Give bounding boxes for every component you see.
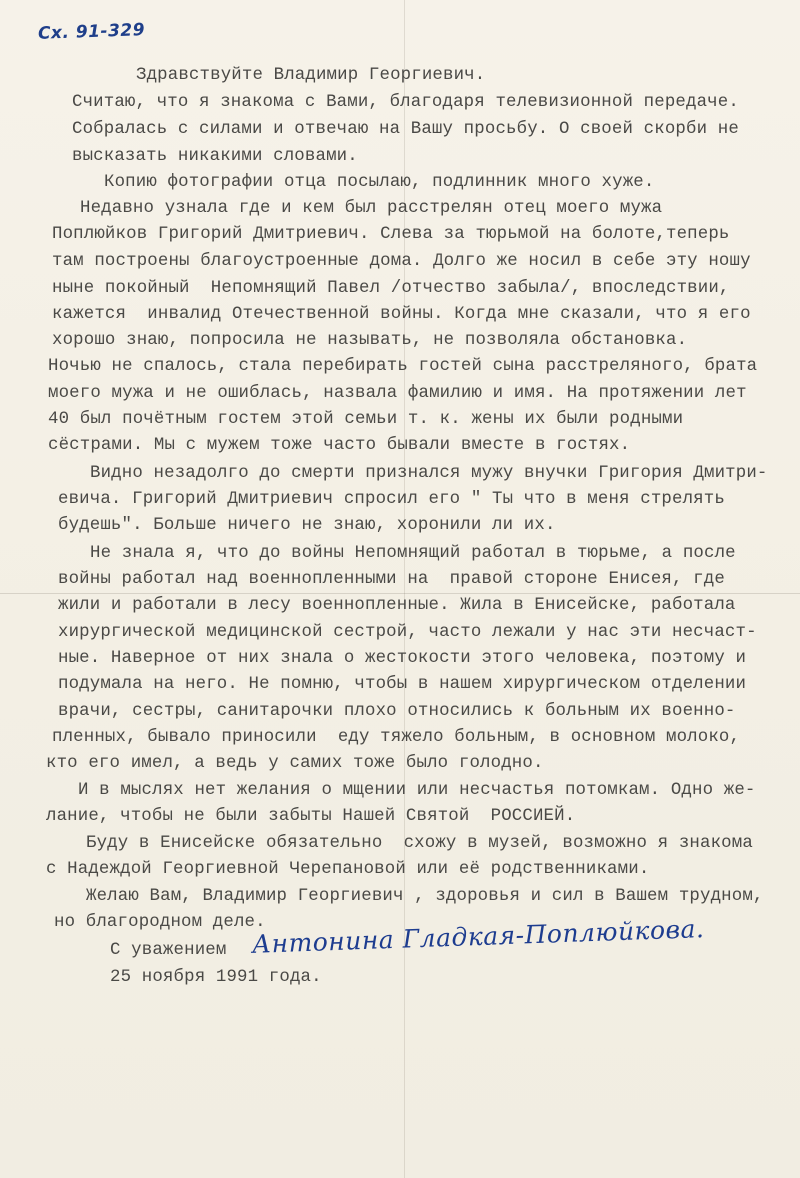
letter-line: пленных, бывало приносили еду тяжело больным, в основном молоко, xyxy=(52,728,741,747)
letter-line: Считаю, что я знакома с Вами, благодаря телевизионной передаче. xyxy=(72,93,739,112)
letter-line: Буду в Енисейске обязательно схожу в музей, возможно я знакома xyxy=(86,834,753,853)
letter-line: но благородном деле. xyxy=(54,913,266,932)
letter-line: хорошо знаю, попросила не называть, не позволяла обстановка. xyxy=(52,331,688,350)
archive-reference-mark: Сх. 91-329 xyxy=(37,20,146,44)
letter-line: Желаю Вам, Владимир Георгиевич , здоровья и сил в Вашем трудном, xyxy=(86,887,764,906)
letter-line: ныне покойный Непомнящий Павел /отчество забыла/, впоследствии, xyxy=(52,279,730,298)
letter-line: ные. Наверное от них знала о жестокости этого человека, поэтому и xyxy=(58,649,747,668)
letter-line: Копию фотографии отца посылаю, подлинник много хуже. xyxy=(104,173,655,192)
letter-line: кажется инвалид Отечественной войны. Когда мне сказали, что я его xyxy=(52,305,751,324)
letter-line: И в мыслях нет желания о мщении или несчастья потомкам. Одно же- xyxy=(78,781,756,800)
letter-line: Ночью не спалось, стала перебирать гостей сына расстреляного, брата xyxy=(48,357,758,376)
letter-date: 25 ноября 1991 года. xyxy=(110,968,322,987)
letter-greeting: Здравствуйте Владимир Георгиевич. xyxy=(136,66,486,85)
closing-phrase: С уважением xyxy=(110,941,227,960)
letter-line: лание, чтобы не были забыты Нашей Святой РОССИЕЙ. xyxy=(46,807,576,826)
letter-line: кто его имел, а ведь у самих тоже было голодно. xyxy=(46,754,544,773)
handwritten-signature: Антонина Гладкая-Поплюйкова. xyxy=(251,914,705,959)
letter-line: Не знала я, что до войны Непомнящий работал в тюрьме, а после xyxy=(90,544,736,563)
letter-line: Поплюйков Григорий Дмитриевич. Слева за тюрьмой на болоте,теперь xyxy=(52,225,730,244)
letter-line: будешь". Больше ничего не знаю, хоронили ли их. xyxy=(58,516,556,535)
letter-line: высказать никакими словами. xyxy=(72,147,358,166)
letter-line: врачи, сестры, санитарочки плохо относились к больным их военно- xyxy=(58,702,736,721)
letter-line: 40 был почётным гостем этой семьи т. к. жены их были родными xyxy=(48,410,684,429)
letter-line: подумала на него. Не помню, чтобы в нашем хирургическом отделении xyxy=(58,675,747,694)
letter-line: с Надеждой Георгиевной Черепановой или её родственниками. xyxy=(46,860,650,879)
letter-line: жили и работали в лесу военнопленные. Жила в Енисейске, работала xyxy=(58,596,736,615)
letter-line: евича. Григорий Дмитриевич спросил его " Ты что в меня стрелять xyxy=(58,490,725,509)
letter-line: сёстрами. Мы с мужем тоже часто бывали вместе в гостях. xyxy=(48,436,631,455)
letter-line: Видно незадолго до смерти признался мужу внучки Григория Дмитри- xyxy=(90,464,768,483)
letter-line: моего мужа и не ошиблась, назвала фамилию и имя. На протяжении лет xyxy=(48,384,747,403)
letter-line: войны работал над военнопленными на правой стороне Енисея, где xyxy=(58,570,725,589)
letter-line: хирургической медицинской сестрой, часто лежали у нас эти несчаст- xyxy=(58,623,757,642)
letter-line: там построены благоустроенные дома. Долго же носил в себе эту ношу xyxy=(52,252,751,271)
letter-line: Собралась с силами и отвечаю на Вашу просьбу. О своей скорби не xyxy=(72,120,739,139)
letter-line: Недавно узнала где и кем был расстрелян отец моего мужа xyxy=(80,199,663,218)
